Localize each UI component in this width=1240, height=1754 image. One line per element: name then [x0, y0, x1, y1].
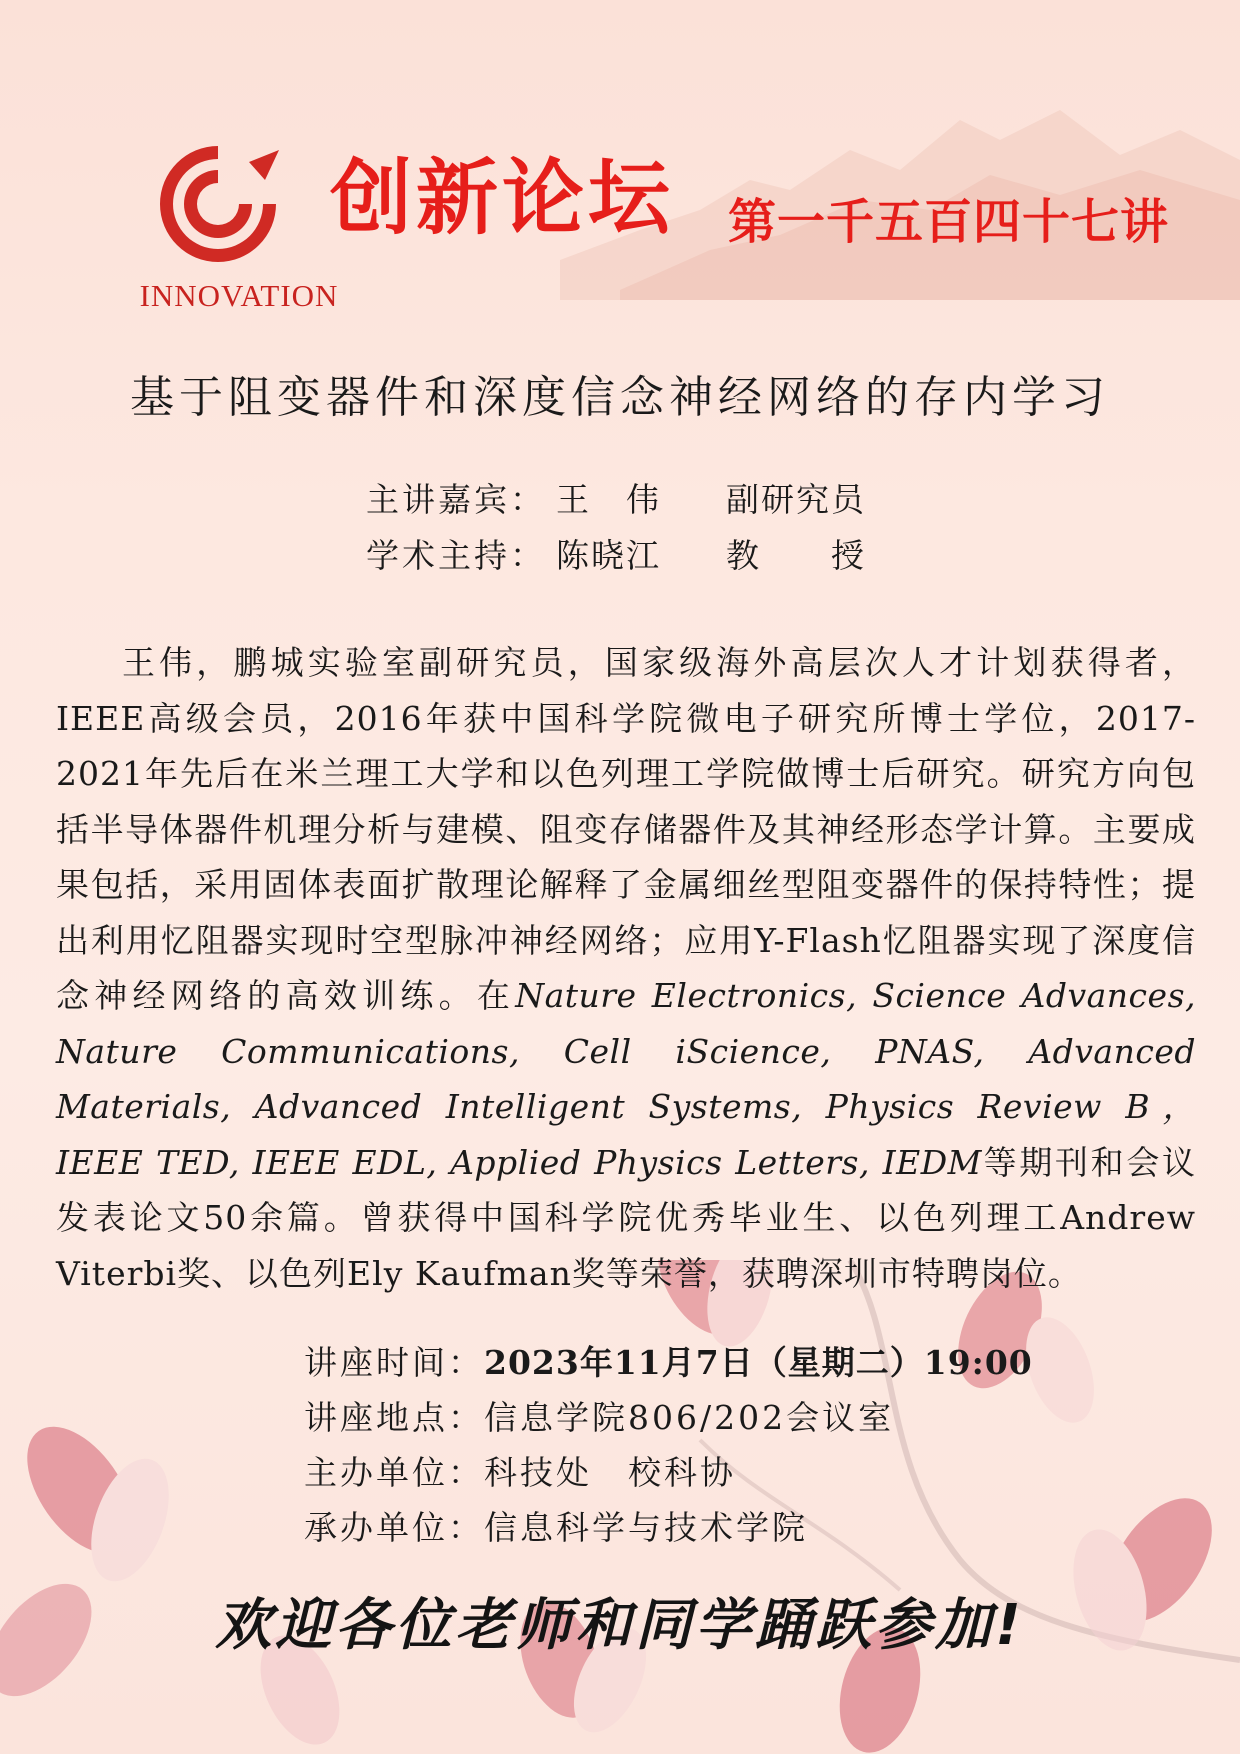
place-row	[304, 1390, 1033, 1445]
time-label: 讲座时间：	[304, 1343, 484, 1382]
bio-text-part2: 等期刊和会议发表论文50余篇。曾获得中国科学院优秀毕业生、以色列理工Andrew Viterbi奖、以色列Ely Kaufman奖等荣誉，获聘深圳市特聘岗位。	[56, 1142, 1197, 1293]
logo-swirl-icon	[153, 140, 283, 270]
speaker-title: 副研究员	[726, 480, 866, 519]
organizer-row	[304, 1500, 1033, 1555]
lecture-number: 第一千五百四十七讲	[728, 194, 1170, 250]
host-label: 学术主持：	[366, 536, 546, 575]
organizer-value: 信息科学与技术学院	[484, 1508, 808, 1547]
welcome-slogan: 欢迎各位老师和同学踊跃参加!	[215, 1593, 1025, 1658]
logo-text: INNOVATION	[139, 278, 339, 313]
place-label: 讲座地点：	[304, 1398, 484, 1437]
speaker-host-block	[366, 472, 866, 584]
talk-title: 基于阻变器件和深度信念神经网络的存内学习	[130, 372, 1110, 423]
bio-text-part1: 王伟，鹏城实验室副研究员，国家级海外高层次人才计划获得者，IEEE高级会员，2016年获中国科学院微电子研究所博士学位，2017-2021年先后在米兰理工大学和以色列理工学院做博士后研究。研究方向包括半导体器件机理分析与建模、阻变存储器件及其神经形态学计算。主要成果包括，采用固体表面扩散理论解释了金属细丝型阻变器件的保持特性；提出利用忆阻器实现时空型脉冲神经网络；应用Y-Flash忆阻器实现了深度信念神经网络的高效训练。在	[56, 643, 1196, 1015]
host-unit-row	[304, 1445, 1033, 1500]
lecture-info	[304, 1335, 1033, 1555]
host-unit-label: 主办单位：	[304, 1453, 484, 1492]
time-row	[304, 1335, 1033, 1390]
host-title: 教 授	[726, 536, 866, 575]
organizer-label: 承办单位：	[304, 1508, 484, 1547]
place-value: 信息学院806/202会议室	[484, 1398, 895, 1437]
innovation-logo	[118, 140, 348, 320]
speaker-label: 主讲嘉宾：	[366, 480, 546, 519]
time-value: 2023年11月7日（星期二）19:00	[484, 1343, 1033, 1382]
host-name: 陈晓江	[556, 536, 661, 575]
speaker-bio	[56, 635, 1196, 1301]
forum-name: 创新论坛	[330, 151, 675, 246]
host-row	[366, 528, 866, 584]
speaker-row	[366, 472, 866, 528]
speaker-name: 王 伟	[556, 480, 661, 519]
host-unit-value: 科技处 校科协	[484, 1453, 736, 1492]
bio-journals: Nature Electronics, Science Advances, Nature Communications, Cell iScience, PNAS, Advanced Materials, Advanced Intelligent Systems, Physics Review B，IEEE TED, IEEE EDL, Applied Physics Letters, IEDM	[56, 976, 1196, 1182]
